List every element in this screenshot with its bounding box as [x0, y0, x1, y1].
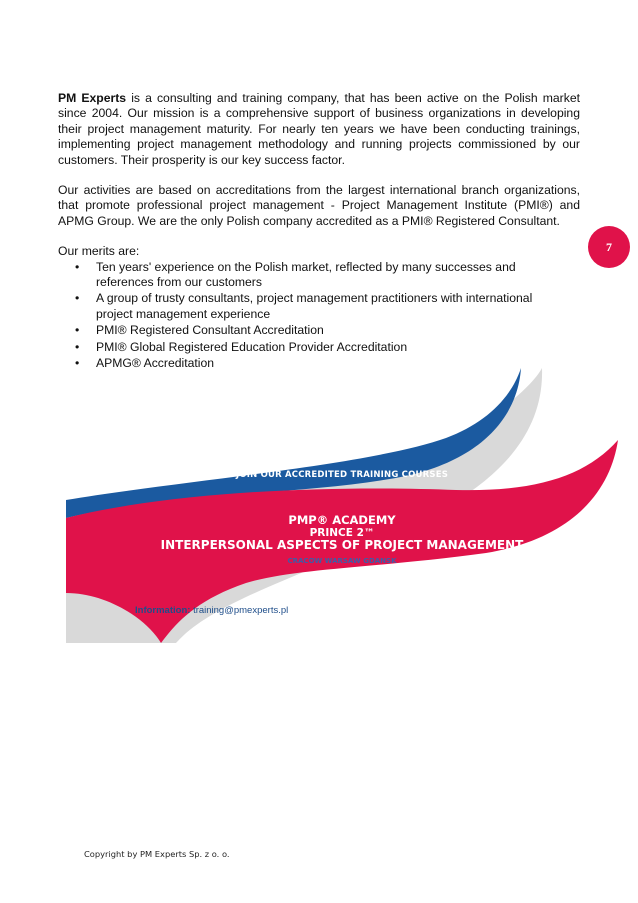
- information-label: Information:: [135, 605, 191, 616]
- information-email: training@pmexperts.pl: [193, 605, 289, 616]
- bullet-icon: •: [75, 259, 80, 274]
- document-body: [58, 91, 580, 373]
- cities-text: CRACOW WARSAW GDANSK: [287, 557, 397, 565]
- banner-swoosh-graphic: [66, 368, 618, 643]
- company-name: PM Experts: [58, 91, 127, 105]
- merits-intro: Our merits are:: [58, 244, 140, 259]
- interpersonal-text: INTERPERSONAL ASPECTS OF PROJECT MANAGEMENT: [160, 538, 524, 552]
- list-item: • Ten years' experience on the Polish market, reflected by many successes and references from our customers: [75, 259, 516, 290]
- pmp-academy-text: PMP® ACADEMY: [288, 513, 396, 527]
- list-item: • A group of trusty consultants, project management practitioners with international project management experience: [75, 291, 533, 321]
- bullet-icon: •: [75, 323, 80, 338]
- intro-paragraph: [58, 91, 580, 168]
- bullet-icon: •: [75, 339, 80, 354]
- list-item: • APMG® Accreditation: [75, 356, 215, 371]
- bullet-icon: •: [75, 291, 80, 306]
- page-number-badge: 7: [588, 226, 630, 268]
- list-item: • PMI® Registered Consultant Accreditation: [75, 323, 324, 338]
- prince2-text: PRINCE 2™: [309, 527, 375, 539]
- accreditation-paragraph: Our activities are based on accreditations from the largest international branch organizations, that promote professional project management - Project Management Institute (PMI®) and APMG Group. We are the only Polish company accredited as a PMI® Registered Consultant.: [58, 183, 580, 228]
- information-line: [135, 605, 288, 616]
- merits-list: [58, 260, 580, 372]
- copyright-footer: Copyright by PM Experts Sp. z o. o.: [84, 849, 230, 859]
- list-item: • PMI® Global Registered Education Provider Accreditation: [75, 339, 408, 354]
- training-banner: [66, 368, 618, 643]
- intro-text: is a consulting and training company, that has been active on the Polish market since 2004. Our mission is a comprehensive support of business organizations in developing their project management maturity. For nearly ten years we have been conducting trainings, implementing project management methodology and running projects commissioned by our customers. Their prosperity is our key success factor.: [58, 91, 580, 167]
- bullet-icon: •: [75, 356, 80, 371]
- join-courses-text: JOIN OUR ACCREDITED TRAINING COURSES: [235, 470, 449, 480]
